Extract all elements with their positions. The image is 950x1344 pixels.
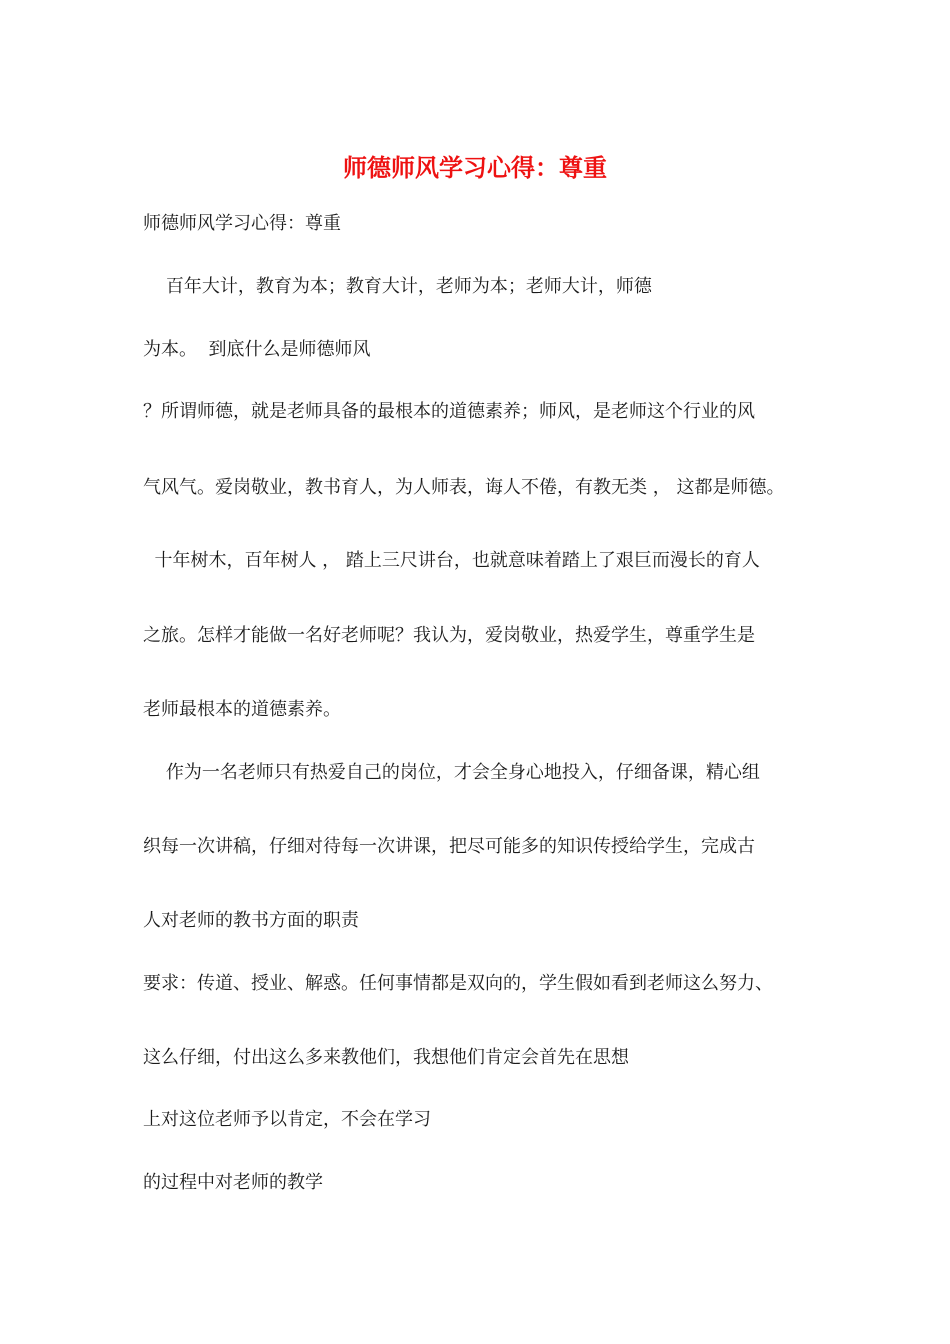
paragraph-line: 为本。 到底什么是师德师风 xyxy=(143,339,371,360)
paragraph-line: ？所谓师德，就是老师具备的最根本的道德素养；师风，是老师这个行业的风 xyxy=(143,401,755,422)
paragraph-line: 要求：传道、授业、解惑。任何事情都是双向的，学生假如看到老师这么努力、 xyxy=(143,973,773,994)
document-title: 师德师风学习心得：尊重 xyxy=(343,153,607,182)
paragraph-line: 百年大计，教育为本；教育大计，老师为本；老师大计，师德 xyxy=(143,276,652,297)
paragraph-line: 织每一次讲稿，仔细对待每一次讲课，把尽可能多的知识传授给学生，完成古 xyxy=(143,836,755,857)
paragraph-line: 的过程中对老师的教学 xyxy=(143,1172,323,1193)
paragraph-line: 之旅。怎样才能做一名好老师呢？我认为，爱岗敬业，热爱学生，尊重学生是 xyxy=(143,625,755,646)
paragraph-line: 十年树木，百年树人 ， 踏上三尺讲台，也就意味着踏上了艰巨而漫长的育人 xyxy=(143,550,760,571)
paragraph-line: 人对老师的教书方面的职责 xyxy=(143,910,359,931)
paragraph-line: 作为一名老师只有热爱自己的岗位，才会全身心地投入，仔细备课，精心组 xyxy=(143,762,760,783)
subtitle-line: 师德师风学习心得：尊重 xyxy=(143,213,341,234)
paragraph-line: 气风气。爱岗敬业，教书育人，为人师表，诲人不倦，有教无类 ， 这都是师德。 xyxy=(143,477,785,498)
paragraph-line: 上对这位老师予以肯定，不会在学习 xyxy=(143,1109,431,1130)
paragraph-line: 这么仔细，付出这么多来教他们，我想他们肯定会首先在思想 xyxy=(143,1047,629,1068)
paragraph-line: 老师最根本的道德素养。 xyxy=(143,699,341,720)
